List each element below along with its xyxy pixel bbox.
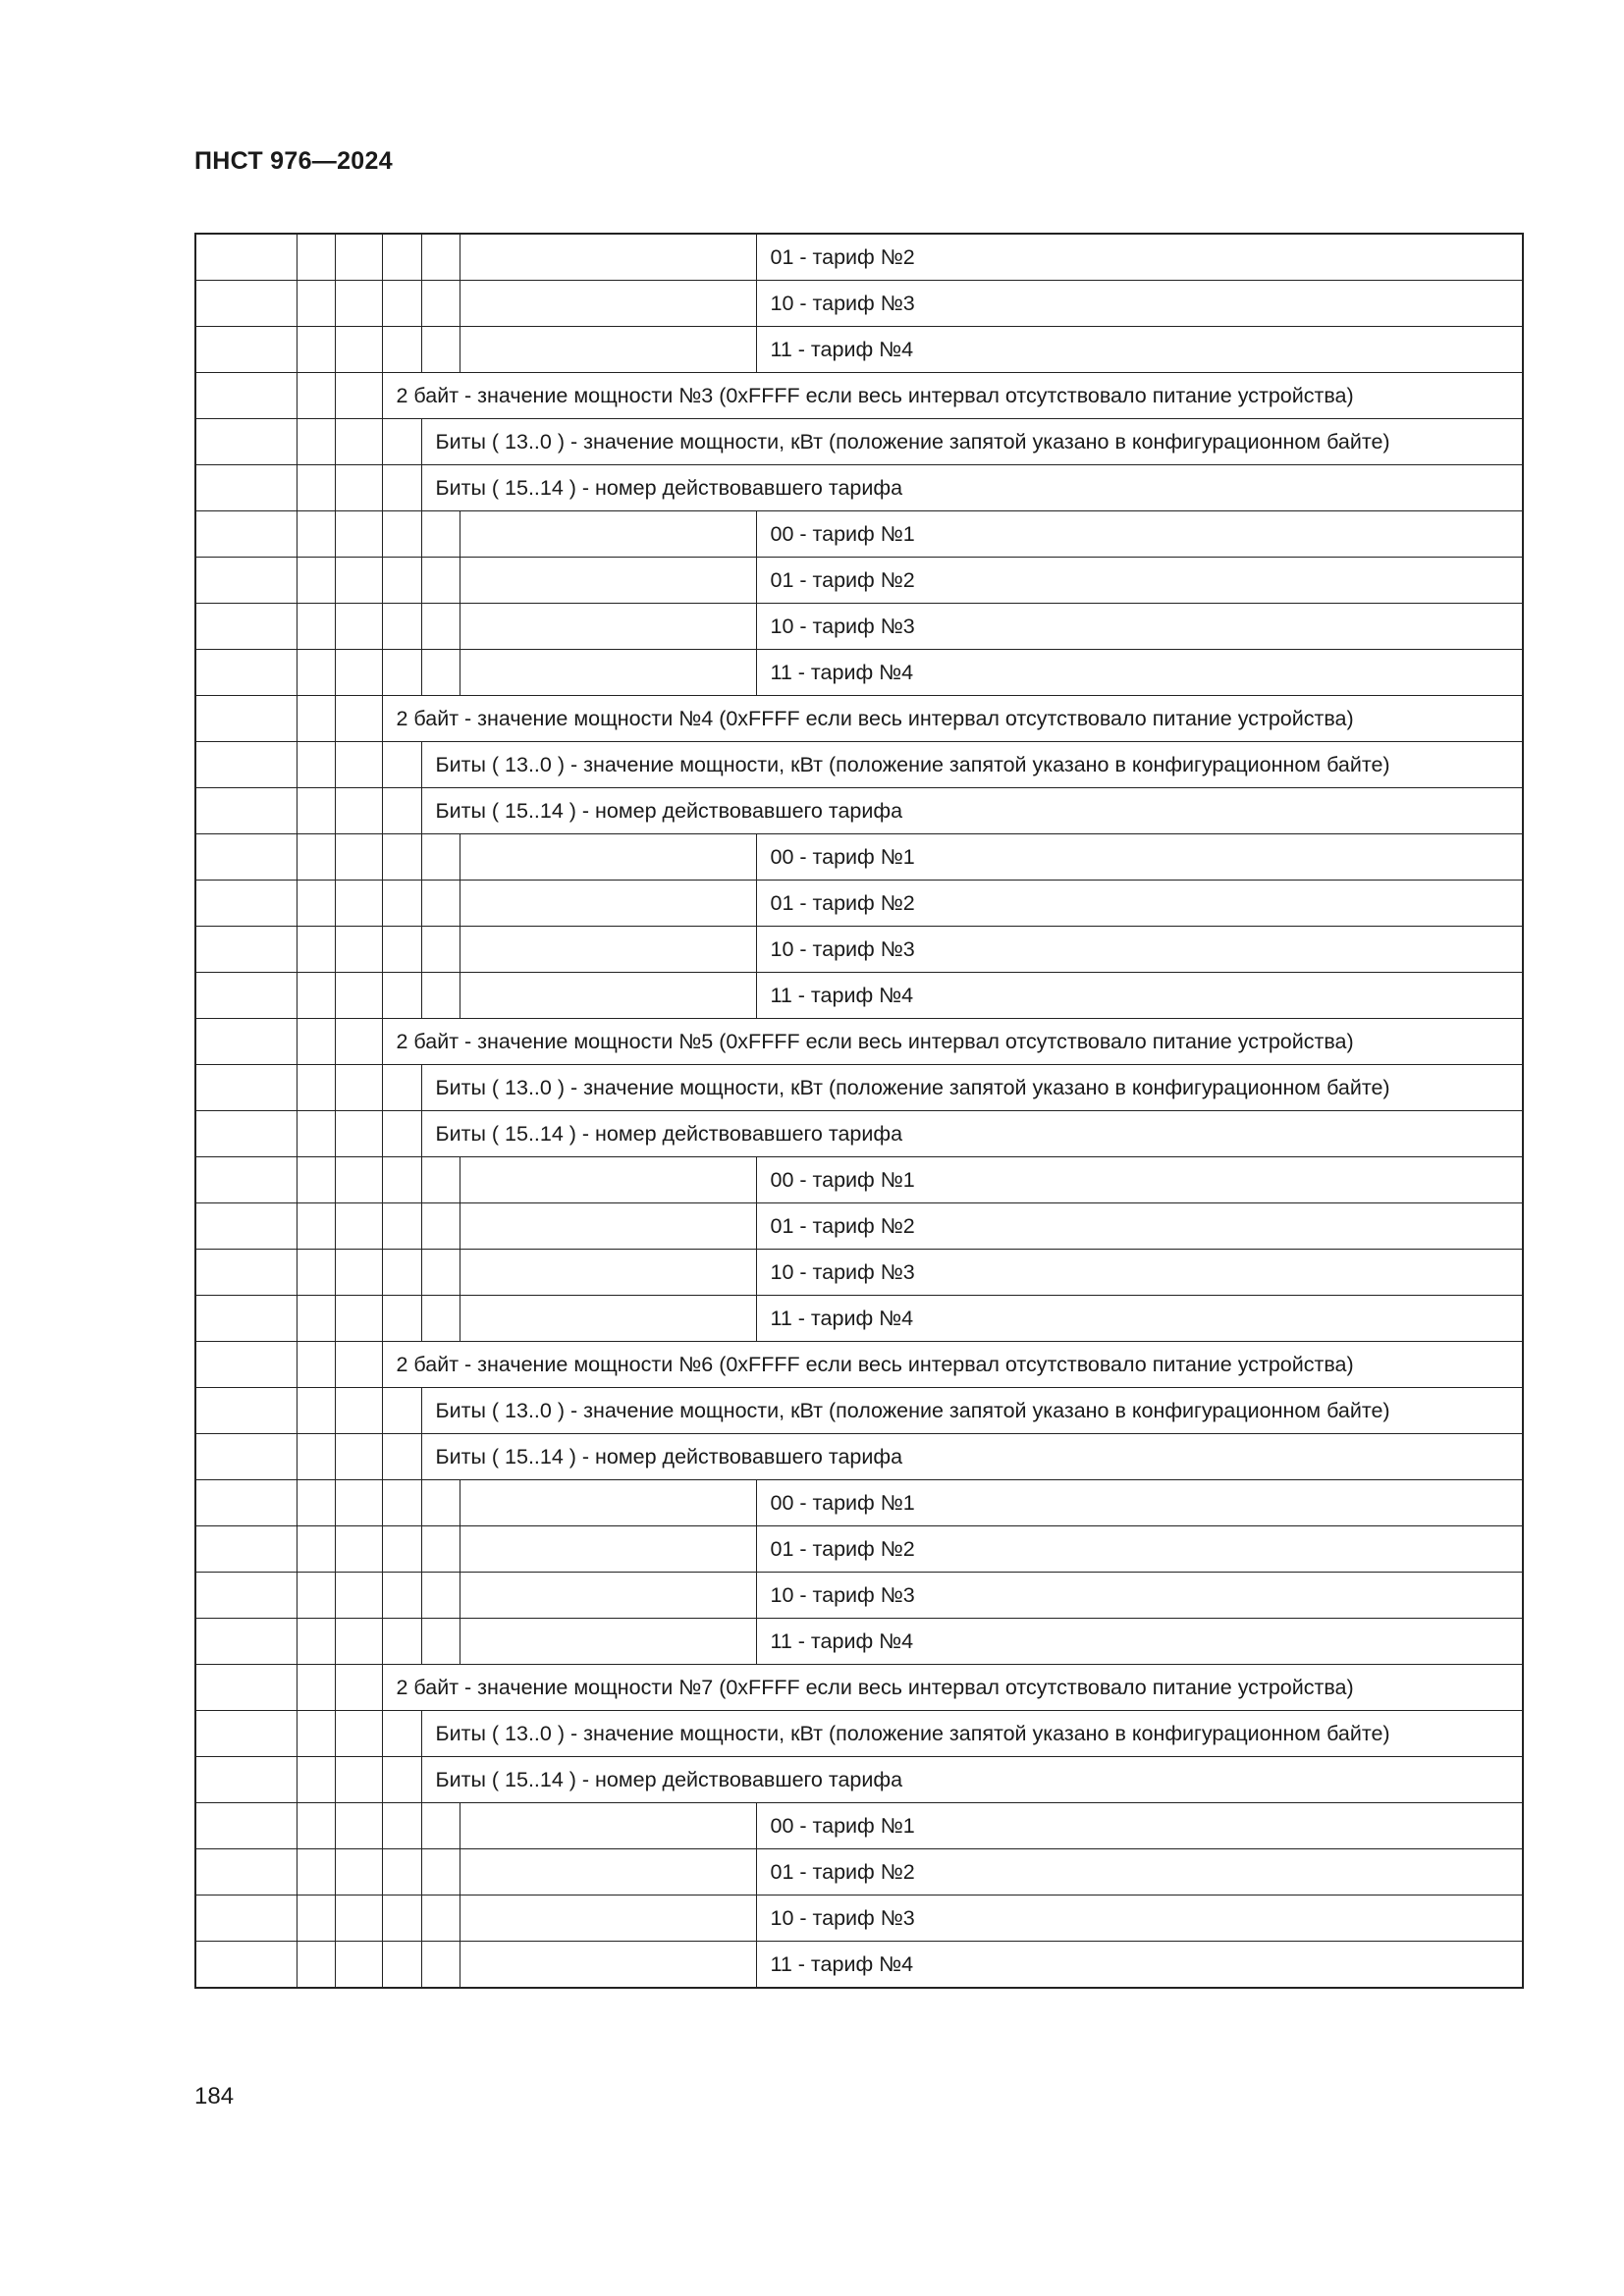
empty-cell (460, 927, 756, 973)
table-row (195, 1526, 1523, 1573)
empty-cell (335, 1757, 382, 1803)
bits-description-cell: Биты ( 15..14 ) - номер действовавшего тарифа (421, 465, 1523, 511)
empty-cell (195, 834, 297, 881)
empty-cell (335, 327, 382, 373)
table-row (195, 1019, 1523, 1065)
empty-cell (195, 1111, 297, 1157)
empty-cell (195, 1665, 297, 1711)
empty-cell (382, 1849, 421, 1896)
tariff-code-cell: 10 - тариф №3 (756, 281, 1523, 327)
empty-cell (195, 419, 297, 465)
tariff-code-cell: 00 - тариф №1 (756, 1803, 1523, 1849)
empty-cell (421, 1619, 460, 1665)
table-row (195, 1849, 1523, 1896)
table-row (195, 1803, 1523, 1849)
table-row (195, 604, 1523, 650)
empty-cell (421, 327, 460, 373)
empty-cell (297, 742, 335, 788)
empty-cell (382, 742, 421, 788)
table-row (195, 1896, 1523, 1942)
empty-cell (335, 234, 382, 281)
empty-cell (382, 1896, 421, 1942)
empty-cell (195, 1296, 297, 1342)
empty-cell (460, 1203, 756, 1250)
empty-cell (421, 1157, 460, 1203)
bits-description-cell: Биты ( 13..0 ) - значение мощности, кВт (положение запятой указано в конфигурационном байте) (421, 1388, 1523, 1434)
empty-cell (382, 788, 421, 834)
empty-cell (297, 1388, 335, 1434)
empty-cell (297, 1757, 335, 1803)
empty-cell (297, 1942, 335, 1989)
table-row (195, 1157, 1523, 1203)
empty-cell (382, 1111, 421, 1157)
tariff-code-cell: 11 - тариф №4 (756, 1619, 1523, 1665)
empty-cell (297, 1896, 335, 1942)
empty-cell (195, 1157, 297, 1203)
empty-cell (335, 1019, 382, 1065)
tariff-code-cell: 00 - тариф №1 (756, 511, 1523, 558)
empty-cell (335, 1573, 382, 1619)
empty-cell (460, 1619, 756, 1665)
tariff-code-cell: 01 - тариф №2 (756, 558, 1523, 604)
tariff-code-cell: 01 - тариф №2 (756, 1526, 1523, 1573)
empty-cell (195, 1619, 297, 1665)
empty-cell (382, 1711, 421, 1757)
empty-cell (335, 650, 382, 696)
tariff-code-cell: 01 - тариф №2 (756, 881, 1523, 927)
empty-cell (421, 927, 460, 973)
tariff-code-cell: 11 - тариф №4 (756, 650, 1523, 696)
empty-cell (195, 881, 297, 927)
table-row (195, 696, 1523, 742)
tariff-code-cell: 10 - тариф №3 (756, 604, 1523, 650)
table-row (195, 1111, 1523, 1157)
empty-cell (382, 234, 421, 281)
empty-cell (421, 973, 460, 1019)
empty-cell (421, 281, 460, 327)
document-header: ПНСТ 976—2024 (194, 147, 393, 175)
empty-cell (335, 281, 382, 327)
specification-table (194, 233, 1524, 1989)
table-row (195, 1619, 1523, 1665)
empty-cell (297, 1203, 335, 1250)
empty-cell (297, 1296, 335, 1342)
table-row (195, 1434, 1523, 1480)
empty-cell (335, 511, 382, 558)
empty-cell (195, 1849, 297, 1896)
empty-cell (421, 834, 460, 881)
empty-cell (335, 465, 382, 511)
empty-cell (195, 1388, 297, 1434)
empty-cell (297, 834, 335, 881)
empty-cell (297, 696, 335, 742)
empty-cell (297, 1434, 335, 1480)
table-row (195, 1480, 1523, 1526)
empty-cell (421, 1250, 460, 1296)
power-value-cell: 2 байт - значение мощности №4 (0xFFFF если весь интервал отсутствовало питание устройства) (382, 696, 1523, 742)
empty-cell (382, 1480, 421, 1526)
empty-cell (195, 1342, 297, 1388)
empty-cell (382, 834, 421, 881)
bits-description-cell: Биты ( 13..0 ) - значение мощности, кВт (положение запятой указано в конфигурационном байте) (421, 419, 1523, 465)
tariff-code-cell: 01 - тариф №2 (756, 1849, 1523, 1896)
empty-cell (195, 281, 297, 327)
empty-cell (195, 511, 297, 558)
empty-cell (297, 1526, 335, 1573)
empty-cell (382, 465, 421, 511)
table-row (195, 650, 1523, 696)
empty-cell (460, 1250, 756, 1296)
empty-cell (195, 696, 297, 742)
empty-cell (297, 927, 335, 973)
empty-cell (335, 1942, 382, 1989)
empty-cell (421, 511, 460, 558)
table-row (195, 373, 1523, 419)
table-row (195, 234, 1523, 281)
empty-cell (195, 1711, 297, 1757)
empty-cell (460, 1480, 756, 1526)
tariff-code-cell: 10 - тариф №3 (756, 1896, 1523, 1942)
empty-cell (297, 650, 335, 696)
table-row (195, 1250, 1523, 1296)
empty-cell (382, 1065, 421, 1111)
table-row (195, 1942, 1523, 1989)
empty-cell (297, 1342, 335, 1388)
table-row (195, 465, 1523, 511)
empty-cell (335, 373, 382, 419)
table-row (195, 327, 1523, 373)
table-row (195, 1296, 1523, 1342)
empty-cell (421, 234, 460, 281)
empty-cell (421, 604, 460, 650)
empty-cell (297, 604, 335, 650)
empty-cell (335, 881, 382, 927)
table-row (195, 1757, 1523, 1803)
empty-cell (421, 1942, 460, 1989)
empty-cell (195, 1250, 297, 1296)
empty-cell (335, 927, 382, 973)
empty-cell (335, 696, 382, 742)
table-row (195, 1665, 1523, 1711)
empty-cell (460, 1296, 756, 1342)
empty-cell (297, 234, 335, 281)
empty-cell (335, 1526, 382, 1573)
empty-cell (297, 511, 335, 558)
power-value-cell: 2 байт - значение мощности №5 (0xFFFF если весь интервал отсутствовало питание устройства) (382, 1019, 1523, 1065)
empty-cell (460, 881, 756, 927)
empty-cell (195, 465, 297, 511)
power-value-cell: 2 байт - значение мощности №7 (0xFFFF если весь интервал отсутствовало питание устройства) (382, 1665, 1523, 1711)
empty-cell (195, 1203, 297, 1250)
empty-cell (195, 1526, 297, 1573)
table-row (195, 1711, 1523, 1757)
empty-cell (297, 1849, 335, 1896)
empty-cell (460, 973, 756, 1019)
empty-cell (335, 1250, 382, 1296)
empty-cell (335, 1157, 382, 1203)
empty-cell (195, 1942, 297, 1989)
empty-cell (382, 1757, 421, 1803)
bits-description-cell: Биты ( 15..14 ) - номер действовавшего тарифа (421, 788, 1523, 834)
empty-cell (195, 788, 297, 834)
empty-cell (382, 281, 421, 327)
empty-cell (335, 834, 382, 881)
empty-cell (335, 419, 382, 465)
empty-cell (421, 650, 460, 696)
empty-cell (335, 1803, 382, 1849)
table-row (195, 834, 1523, 881)
empty-cell (460, 650, 756, 696)
empty-cell (382, 1942, 421, 1989)
empty-cell (460, 327, 756, 373)
empty-cell (195, 604, 297, 650)
empty-cell (297, 465, 335, 511)
empty-cell (335, 1480, 382, 1526)
empty-cell (297, 373, 335, 419)
empty-cell (421, 1849, 460, 1896)
empty-cell (335, 788, 382, 834)
empty-cell (460, 1849, 756, 1896)
page-number: 184 (194, 2083, 235, 2109)
tariff-code-cell: 01 - тариф №2 (756, 234, 1523, 281)
bits-description-cell: Биты ( 13..0 ) - значение мощности, кВт (положение запятой указано в конфигурационном байте) (421, 742, 1523, 788)
empty-cell (460, 1803, 756, 1849)
empty-cell (421, 881, 460, 927)
empty-cell (382, 973, 421, 1019)
table-row (195, 511, 1523, 558)
empty-cell (421, 1803, 460, 1849)
empty-cell (297, 281, 335, 327)
tariff-code-cell: 00 - тариф №1 (756, 1480, 1523, 1526)
empty-cell (382, 1573, 421, 1619)
tariff-code-cell: 11 - тариф №4 (756, 973, 1523, 1019)
empty-cell (335, 558, 382, 604)
empty-cell (297, 1573, 335, 1619)
empty-cell (382, 1250, 421, 1296)
empty-cell (195, 1573, 297, 1619)
empty-cell (335, 1896, 382, 1942)
empty-cell (335, 1111, 382, 1157)
tariff-code-cell: 11 - тариф №4 (756, 327, 1523, 373)
empty-cell (382, 419, 421, 465)
tariff-code-cell: 11 - тариф №4 (756, 1942, 1523, 1989)
empty-cell (460, 234, 756, 281)
empty-cell (382, 558, 421, 604)
empty-cell (195, 1019, 297, 1065)
empty-cell (382, 1526, 421, 1573)
empty-cell (421, 1573, 460, 1619)
table-row (195, 881, 1523, 927)
empty-cell (382, 1619, 421, 1665)
bits-description-cell: Биты ( 15..14 ) - номер действовавшего тарифа (421, 1434, 1523, 1480)
empty-cell (460, 281, 756, 327)
empty-cell (195, 1480, 297, 1526)
empty-cell (297, 1665, 335, 1711)
tariff-code-cell: 10 - тариф №3 (756, 1250, 1523, 1296)
empty-cell (460, 1526, 756, 1573)
empty-cell (297, 558, 335, 604)
empty-cell (297, 1619, 335, 1665)
table-body (195, 234, 1523, 1988)
empty-cell (460, 834, 756, 881)
empty-cell (460, 1157, 756, 1203)
empty-cell (297, 1157, 335, 1203)
empty-cell (195, 1757, 297, 1803)
table-row (195, 558, 1523, 604)
empty-cell (195, 327, 297, 373)
empty-cell (335, 1203, 382, 1250)
bits-description-cell: Биты ( 13..0 ) - значение мощности, кВт (положение запятой указано в конфигурационном байте) (421, 1711, 1523, 1757)
table-row (195, 1573, 1523, 1619)
empty-cell (382, 1203, 421, 1250)
tariff-code-cell: 11 - тариф №4 (756, 1296, 1523, 1342)
empty-cell (335, 1711, 382, 1757)
empty-cell (382, 1157, 421, 1203)
empty-cell (460, 558, 756, 604)
bits-description-cell: Биты ( 13..0 ) - значение мощности, кВт (положение запятой указано в конфигурационном байте) (421, 1065, 1523, 1111)
empty-cell (297, 1711, 335, 1757)
tariff-code-cell: 10 - тариф №3 (756, 927, 1523, 973)
empty-cell (297, 973, 335, 1019)
empty-cell (335, 1296, 382, 1342)
empty-cell (335, 1434, 382, 1480)
empty-cell (195, 742, 297, 788)
empty-cell (195, 650, 297, 696)
empty-cell (335, 604, 382, 650)
empty-cell (297, 419, 335, 465)
empty-cell (335, 1342, 382, 1388)
table-row (195, 281, 1523, 327)
empty-cell (421, 558, 460, 604)
empty-cell (382, 604, 421, 650)
empty-cell (195, 373, 297, 419)
empty-cell (460, 511, 756, 558)
empty-cell (195, 234, 297, 281)
tariff-code-cell: 10 - тариф №3 (756, 1573, 1523, 1619)
tariff-code-cell: 00 - тариф №1 (756, 1157, 1523, 1203)
table-row (195, 927, 1523, 973)
empty-cell (297, 1803, 335, 1849)
empty-cell (382, 1434, 421, 1480)
tariff-code-cell: 00 - тариф №1 (756, 834, 1523, 881)
empty-cell (195, 558, 297, 604)
empty-cell (382, 1803, 421, 1849)
table-row (195, 1342, 1523, 1388)
empty-cell (421, 1203, 460, 1250)
empty-cell (297, 1250, 335, 1296)
empty-cell (382, 881, 421, 927)
empty-cell (195, 973, 297, 1019)
empty-cell (297, 1111, 335, 1157)
bits-description-cell: Биты ( 15..14 ) - номер действовавшего тарифа (421, 1757, 1523, 1803)
table-row (195, 1065, 1523, 1111)
empty-cell (297, 327, 335, 373)
empty-cell (297, 788, 335, 834)
empty-cell (421, 1480, 460, 1526)
empty-cell (335, 1849, 382, 1896)
empty-cell (195, 1896, 297, 1942)
empty-cell (382, 1296, 421, 1342)
empty-cell (335, 1065, 382, 1111)
table-row (195, 788, 1523, 834)
empty-cell (335, 742, 382, 788)
empty-cell (382, 327, 421, 373)
empty-cell (297, 1480, 335, 1526)
empty-cell (460, 1896, 756, 1942)
empty-cell (195, 1803, 297, 1849)
empty-cell (382, 1388, 421, 1434)
empty-cell (421, 1896, 460, 1942)
empty-cell (460, 604, 756, 650)
empty-cell (421, 1296, 460, 1342)
empty-cell (421, 1526, 460, 1573)
table-row (195, 973, 1523, 1019)
empty-cell (195, 927, 297, 973)
empty-cell (335, 1665, 382, 1711)
empty-cell (382, 511, 421, 558)
empty-cell (382, 927, 421, 973)
empty-cell (297, 1019, 335, 1065)
tariff-code-cell: 01 - тариф №2 (756, 1203, 1523, 1250)
power-value-cell: 2 байт - значение мощности №3 (0xFFFF если весь интервал отсутствовало питание устройства) (382, 373, 1523, 419)
empty-cell (382, 650, 421, 696)
empty-cell (460, 1942, 756, 1989)
empty-cell (335, 973, 382, 1019)
table-row (195, 1388, 1523, 1434)
empty-cell (297, 881, 335, 927)
empty-cell (195, 1065, 297, 1111)
table-row (195, 1203, 1523, 1250)
empty-cell (335, 1619, 382, 1665)
empty-cell (460, 1573, 756, 1619)
empty-cell (195, 1434, 297, 1480)
table-row (195, 419, 1523, 465)
power-value-cell: 2 байт - значение мощности №6 (0xFFFF если весь интервал отсутствовало питание устройства) (382, 1342, 1523, 1388)
table-row (195, 742, 1523, 788)
empty-cell (297, 1065, 335, 1111)
empty-cell (335, 1388, 382, 1434)
bits-description-cell: Биты ( 15..14 ) - номер действовавшего тарифа (421, 1111, 1523, 1157)
